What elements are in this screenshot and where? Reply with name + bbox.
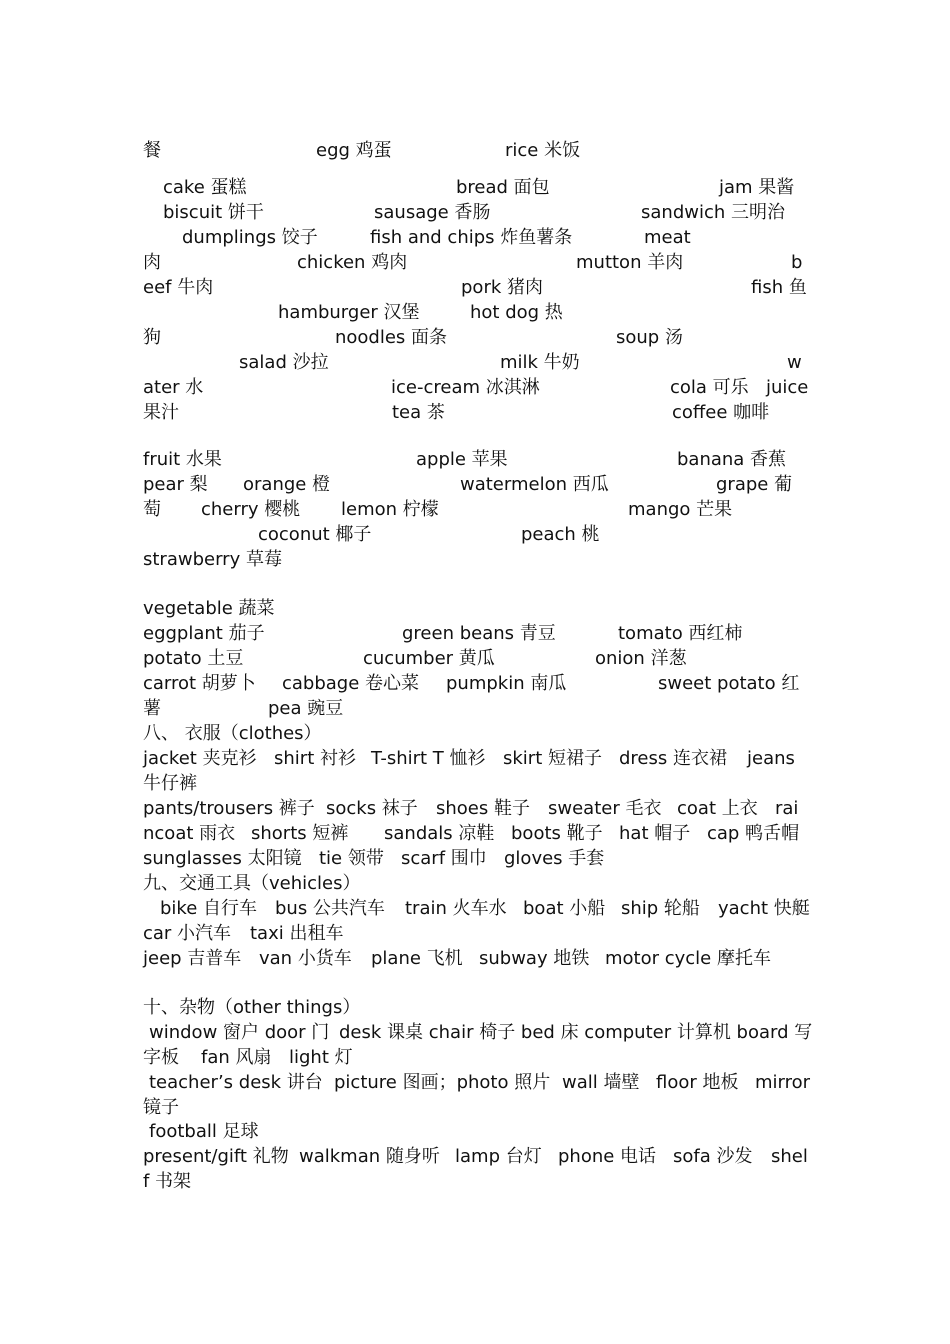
word-entry: ncoat 雨衣 — [143, 823, 236, 844]
line-21 — [0, 696, 950, 721]
word-entry: bike 自行车 — [160, 898, 258, 919]
line-07 — [0, 300, 950, 325]
word-entry: sofa 沙发 — [673, 1146, 753, 1167]
line-24 — [0, 771, 950, 796]
word-entry: walkman 随身听 — [299, 1146, 440, 1167]
word-entry: sweater 毛衣 — [548, 798, 662, 819]
word-entry: plane 飞机 — [371, 948, 463, 969]
line-32 — [0, 995, 950, 1020]
word-entry: sweet potato 红 — [658, 673, 800, 694]
word-entry: cherry 樱桃 — [201, 499, 301, 520]
word-entry: coffee 咖啡 — [672, 402, 770, 423]
word-entry: ater 水 — [143, 377, 204, 398]
word-entry: jeans — [747, 748, 795, 769]
word-entry: wall 墙壁 — [562, 1072, 640, 1093]
word-entry: milk 牛奶 — [500, 352, 580, 373]
line-16 — [0, 547, 950, 572]
section-heading: 八、 衣服（clothes） — [143, 723, 322, 744]
word-entry: coconut 椰子 — [258, 524, 372, 545]
word-entry: light 灯 — [289, 1047, 353, 1068]
word-entry: tea 茶 — [392, 402, 445, 423]
word-entry: egg 鸡蛋 — [316, 140, 392, 161]
line-35 — [0, 1070, 950, 1095]
word-entry: picture 图画；photo 照片 — [334, 1072, 551, 1093]
line-29 — [0, 896, 950, 921]
word-entry: rice 米饭 — [505, 140, 581, 161]
line-37 — [0, 1119, 950, 1144]
word-entry: pants/trousers 裤子 — [143, 798, 315, 819]
word-entry: apple 苹果 — [416, 449, 508, 470]
word-entry: hot dog 热 — [470, 302, 563, 323]
word-entry: jacket 夹克衫 — [143, 748, 257, 769]
line-15 — [0, 522, 950, 547]
word-entry: 餐 — [143, 140, 161, 161]
word-entry: pumpkin 南瓜 — [446, 673, 567, 694]
line-26 — [0, 821, 950, 846]
word-entry: jeep 吉普车 — [143, 948, 242, 969]
word-entry: cabbage 卷心菜 — [282, 673, 420, 694]
line-19 — [0, 646, 950, 671]
section-heading: vegetable 蔬菜 — [143, 598, 275, 619]
word-entry: train 火车水 — [405, 898, 507, 919]
line-39 — [0, 1169, 950, 1194]
word-entry: soup 汤 — [616, 327, 683, 348]
word-entry: salad 沙拉 — [239, 352, 329, 373]
word-entry: hat 帽子 — [619, 823, 691, 844]
word-entry: watermelon 西瓜 — [460, 474, 609, 495]
word-entry: fruit 水果 — [143, 449, 222, 470]
section-heading: 九、交通工具（vehicles） — [143, 873, 361, 894]
word-entry: phone 电话 — [558, 1146, 657, 1167]
word-entry: orange 橙 — [243, 474, 331, 495]
line-30 — [0, 921, 950, 946]
line-14 — [0, 497, 950, 522]
word-entry: pork 猪肉 — [461, 277, 543, 298]
word-entry: shirt 衬衫 — [274, 748, 356, 769]
word-entry: juice — [766, 377, 809, 398]
word-entry: pear 梨 — [143, 474, 208, 495]
word-entry: banana 香蕉 — [677, 449, 787, 470]
word-entry: skirt 短裙子 — [503, 748, 602, 769]
line-20 — [0, 671, 950, 696]
line-22 — [0, 721, 950, 746]
word-entry: 狗 — [143, 327, 161, 348]
word-entry: present/gift 礼物 — [143, 1146, 289, 1167]
word-entry: w — [787, 352, 802, 373]
word-entry: ice-cream 冰淇淋 — [391, 377, 540, 398]
line-27 — [0, 846, 950, 871]
word-entry: 肉 — [143, 252, 161, 273]
word-entry: f 书架 — [143, 1171, 192, 1192]
word-entry: football 足球 — [149, 1121, 259, 1142]
word-entry: tomato 西红柿 — [618, 623, 743, 644]
word-entry: motor cycle 摩托车 — [605, 948, 771, 969]
word-entry: shoes 鞋子 — [436, 798, 530, 819]
word-entry: lamp 台灯 — [455, 1146, 542, 1167]
word-entry: floor 地板 — [656, 1072, 739, 1093]
word-entry: potato 土豆 — [143, 648, 244, 669]
word-entry: fish and chips 炸鱼薯条 — [370, 227, 573, 248]
line-11 — [0, 400, 950, 425]
word-entry: yacht 快艇 — [718, 898, 810, 919]
word-entry: shorts 短裤 — [251, 823, 349, 844]
line-17 — [0, 596, 950, 621]
word-entry: eef 牛肉 — [143, 277, 214, 298]
word-entry: chicken 鸡肉 — [297, 252, 408, 273]
line-13 — [0, 472, 950, 497]
word-entry: cake 蛋糕 — [163, 177, 247, 198]
line-36 — [0, 1095, 950, 1120]
word-entry: gloves 手套 — [504, 848, 605, 869]
word-entry: cucumber 黄瓜 — [363, 648, 495, 669]
word-entry: noodles 面条 — [335, 327, 448, 348]
word-entry: subway 地铁 — [479, 948, 590, 969]
word-entry: ship 轮船 — [621, 898, 700, 919]
line-34 — [0, 1045, 950, 1070]
word-entry: bus 公共汽车 — [275, 898, 385, 919]
word-entry: mirror — [755, 1072, 811, 1093]
word-entry: dress 连衣裙 — [619, 748, 727, 769]
word-entry: mutton 羊肉 — [576, 252, 684, 273]
word-entry: 萄 — [143, 499, 161, 520]
word-entry: jam 果酱 — [719, 177, 795, 198]
line-01 — [0, 138, 950, 163]
word-entry: mango 芒果 — [628, 499, 733, 520]
word-entry: van 小货车 — [259, 948, 352, 969]
word-entry: dumplings 饺子 — [182, 227, 318, 248]
word-entry: 字板 — [143, 1047, 179, 1068]
word-entry: grape 葡 — [716, 474, 793, 495]
word-entry: strawberry 草莓 — [143, 549, 282, 570]
word-entry: hamburger 汉堡 — [278, 302, 420, 323]
word-entry: socks 袜子 — [326, 798, 418, 819]
line-25 — [0, 796, 950, 821]
line-04 — [0, 225, 950, 250]
word-entry: sunglasses 太阳镜 — [143, 848, 302, 869]
word-entry: bread 面包 — [456, 177, 550, 198]
word-entry: 薯 — [143, 698, 161, 719]
section-heading: 十、杂物（other things） — [143, 997, 361, 1018]
word-entry: boots 靴子 — [511, 823, 603, 844]
word-entry: car 小汽车 — [143, 923, 232, 944]
line-10 — [0, 375, 950, 400]
word-entry: coat 上衣 — [677, 798, 758, 819]
line-28 — [0, 871, 950, 896]
line-09 — [0, 350, 950, 375]
word-entry: cap 鸭舌帽 — [707, 823, 800, 844]
line-23 — [0, 746, 950, 771]
word-entry: green beans 青豆 — [402, 623, 556, 644]
word-entry: sandwich 三明治 — [641, 202, 785, 223]
word-entry: scarf 围巾 — [401, 848, 487, 869]
line-02 — [0, 175, 950, 200]
word-entry: boat 小船 — [523, 898, 606, 919]
word-entry: shel — [771, 1146, 808, 1167]
word-entry: taxi 出租车 — [250, 923, 344, 944]
word-entry: meat — [644, 227, 691, 248]
line-12 — [0, 447, 950, 472]
word-entry: carrot 胡萝卜 — [143, 673, 256, 694]
word-entry: 果汁 — [143, 402, 179, 423]
word-entry: biscuit 饼干 — [163, 202, 264, 223]
word-entry: tie 领带 — [319, 848, 384, 869]
word-entry: teacher’s desk 讲台 — [149, 1072, 323, 1093]
word-entry: eggplant 茄子 — [143, 623, 265, 644]
word-entry: fan 风扇 — [201, 1047, 272, 1068]
line-33 — [0, 1020, 950, 1045]
line-38 — [0, 1144, 950, 1169]
line-31 — [0, 946, 950, 971]
line-18 — [0, 621, 950, 646]
word-entry: fish 鱼 — [751, 277, 807, 298]
word-entry: pea 豌豆 — [268, 698, 344, 719]
line-05 — [0, 250, 950, 275]
word-entry: peach 桃 — [521, 524, 600, 545]
word-entry: onion 洋葱 — [595, 648, 687, 669]
line-06 — [0, 275, 950, 300]
word-entry: b — [791, 252, 803, 273]
word-entry: rai — [775, 798, 799, 819]
word-entry: 牛仔裤 — [143, 773, 197, 794]
word-entry: desk 课桌 chair 椅子 bed 床 computer 计算机 board 写 — [339, 1022, 813, 1043]
word-entry: 镜子 — [143, 1097, 179, 1118]
word-entry: sandals 凉鞋 — [384, 823, 495, 844]
line-03 — [0, 200, 950, 225]
word-entry: lemon 柠檬 — [341, 499, 439, 520]
word-entry: cola 可乐 — [670, 377, 749, 398]
word-entry: window 窗户 door 门 — [149, 1022, 330, 1043]
word-entry: T-shirt T 恤衫 — [371, 748, 486, 769]
word-entry: sausage 香肠 — [374, 202, 491, 223]
line-08 — [0, 325, 950, 350]
